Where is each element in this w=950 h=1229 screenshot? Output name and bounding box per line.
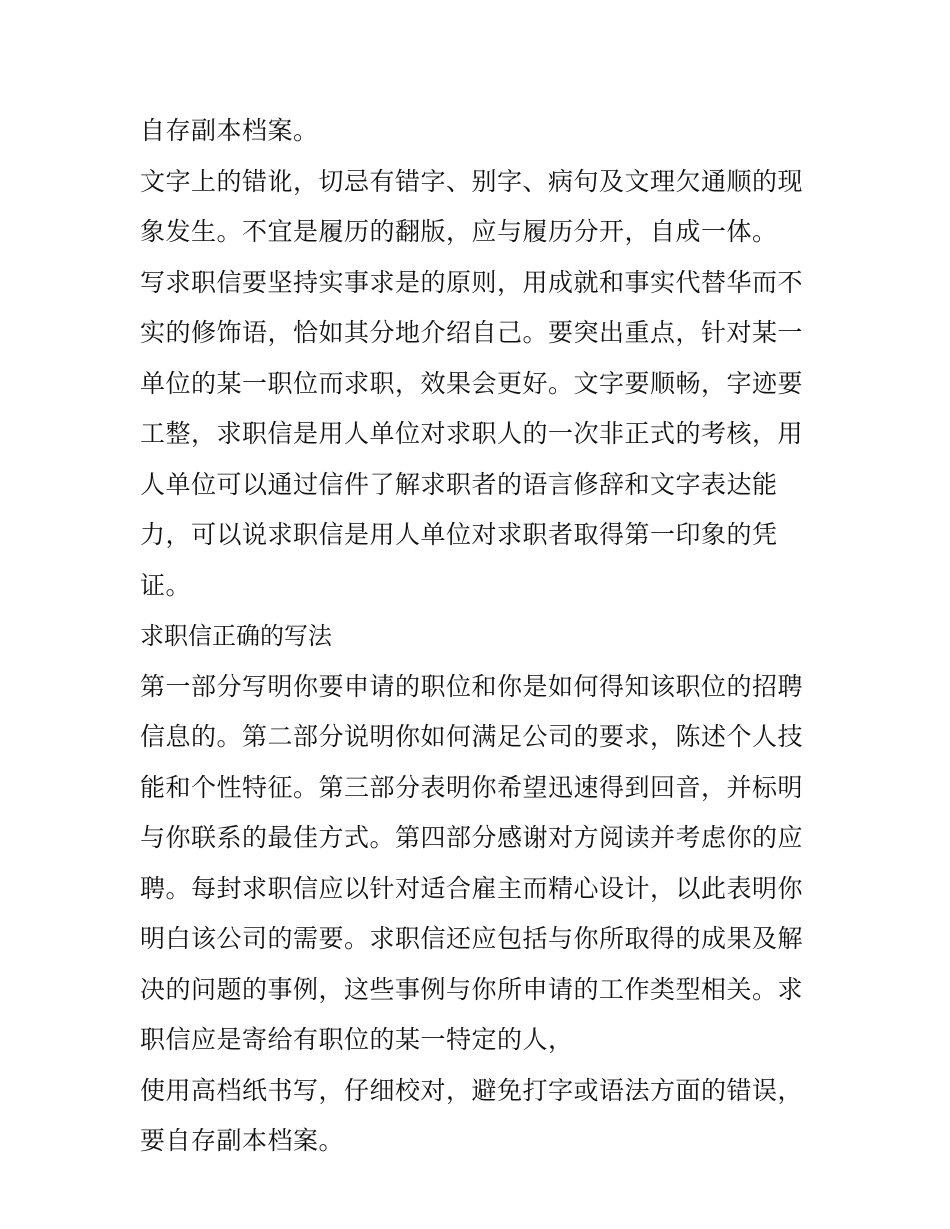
paragraph-truthful-principle: 写求职信要坚持实事求是的原则，用成就和事实代替华而不实的修饰语，恰如其分地介绍自己。要突出重点，针对某一单位的某一职位而求职，效果会更好。文字要顺畅，字迹要工整，求职信是用人单位对求职人的一次非正式的考核，用人单位可以通过信件了解求职者的语言修辞和文字表达能力，可以说求职信是用人单位对求职者取得第一印象的凭证。 [140, 267, 804, 600]
section-heading: 求职信正确的写法 [140, 622, 332, 650]
paragraph-four-parts: 第一部分写明你要申请的职位和你是如何得知该职位的招聘信息的。第二部分说明你如何满足公司的要求，陈述个人技能和个性特征。第三部分表明你希望迅速得到回音，并标明与你联系的最佳方式。第四部分感谢对方阅读并考虑你的应聘。每封求职信应以针对适合雇主而精心设计，以此表明你明白该公司的需要。求职信还应包括与你所取得的成果及解决的问题的事例，这些事例与你所申请的工作类型相关。求职信应是寄给有职位的某一特定的人， [140, 671, 804, 1054]
paragraph-text-errors: 文字上的错讹，切忌有错字、别字、病句及文理欠通顺的现象发生。不宜是履历的翻版，应与履历分开，自成一体。 [140, 166, 804, 246]
document-body [140, 106, 820, 1167]
paragraph-paper-proofread: 使用高档纸书写，仔细校对，避免打字或语法方面的错误，要自存副本档案。 [140, 1075, 804, 1155]
paragraph-keep-copy: 自存副本档案。 [140, 116, 319, 145]
